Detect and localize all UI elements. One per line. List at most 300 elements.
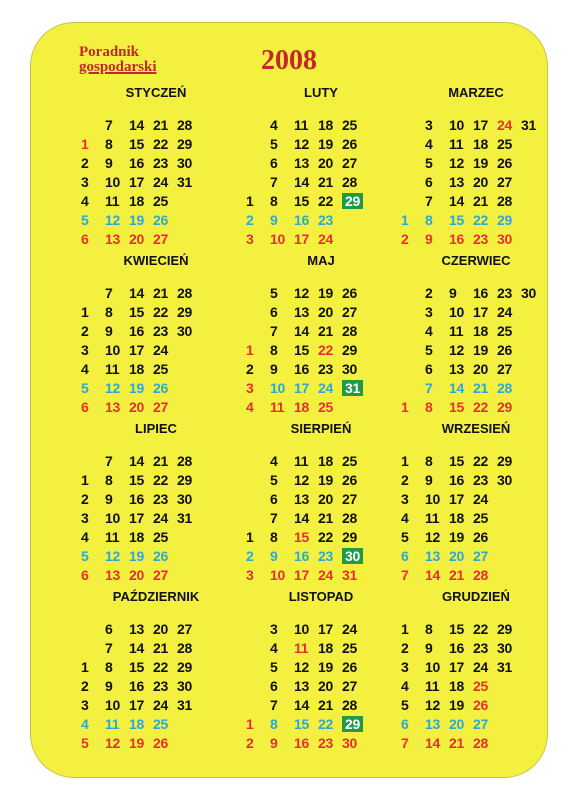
weekday-row: [401, 676, 521, 695]
day-cell: 12: [425, 528, 440, 545]
day-cell: 4: [81, 528, 89, 545]
day-cell: [401, 359, 425, 378]
day-cell: 15: [294, 528, 309, 545]
day-cell: 8: [425, 211, 433, 228]
day-cell: 21: [449, 734, 464, 751]
weekday-row: [81, 115, 201, 134]
day-cell: [497, 565, 521, 584]
day-cell: [246, 619, 270, 638]
day-cell: 1: [81, 658, 89, 675]
day-cell: 20: [129, 566, 144, 583]
day-cell: 23: [153, 322, 168, 339]
day-cell: 6: [270, 677, 278, 694]
day-cell: [81, 283, 105, 302]
day-cell: 23: [473, 471, 488, 488]
weekday-row: [246, 283, 366, 302]
year-title: 2008: [261, 45, 317, 76]
day-cell: 20: [318, 154, 333, 171]
day-cell: 21: [153, 284, 168, 301]
day-cell: 15: [449, 398, 464, 415]
day-cell: 22: [153, 135, 168, 152]
month-name: LISTOPAD: [288, 589, 354, 604]
day-cell: 27: [497, 360, 512, 377]
day-cell: 29: [342, 341, 357, 358]
day-cell: 29: [177, 303, 192, 320]
weekday-row: [246, 302, 366, 321]
day-cell: 18: [473, 322, 488, 339]
day-cell: 25: [153, 192, 168, 209]
day-cell: 4: [81, 360, 89, 377]
weekday-row: [401, 229, 545, 248]
day-cell: 30: [177, 490, 192, 507]
day-cell: 12: [105, 547, 120, 564]
weekday-row: [81, 378, 201, 397]
day-cell: 4: [270, 452, 278, 469]
weekday-row: [81, 527, 201, 546]
day-cell: [401, 302, 425, 321]
day-cell: 16: [294, 211, 309, 228]
weekday-row: [246, 508, 366, 527]
day-cell: [401, 191, 425, 210]
day-cell: 9: [425, 639, 433, 656]
day-cell: 7: [105, 639, 113, 656]
day-cell: 25: [318, 398, 333, 415]
month-listopad: [246, 589, 396, 752]
day-cell: 27: [153, 230, 168, 247]
day-cell: 22: [153, 471, 168, 488]
day-cell: [246, 321, 270, 340]
weekday-row: [81, 451, 201, 470]
day-cell: 29: [342, 528, 357, 545]
weekday-row: [401, 321, 545, 340]
day-cell: 5: [401, 528, 409, 545]
day-cell: 19: [318, 135, 333, 152]
day-cell: [246, 283, 270, 302]
day-cell: 13: [105, 566, 120, 583]
brand-logo: [79, 45, 157, 75]
day-cell: 10: [425, 658, 440, 675]
days-grid: [401, 451, 521, 584]
weekday-row: [401, 134, 545, 153]
day-cell: 18: [318, 452, 333, 469]
days-grid: [81, 451, 201, 584]
day-cell: 1: [246, 192, 254, 209]
day-cell: 3: [81, 509, 89, 526]
day-cell: [246, 657, 270, 676]
day-cell: 28: [342, 173, 357, 190]
day-cell: 17: [129, 341, 144, 358]
day-cell: 5: [81, 734, 89, 751]
day-cell: 8: [425, 452, 433, 469]
day-cell: 11: [294, 452, 309, 469]
day-cell: 22: [318, 715, 333, 732]
day-cell: 26: [153, 379, 168, 396]
brand-line2: gospodarski: [79, 59, 157, 75]
day-cell: 23: [497, 284, 512, 301]
day-cell: 13: [294, 303, 309, 320]
weekday-row: [246, 321, 366, 340]
day-cell: 17: [129, 696, 144, 713]
day-cell: 20: [129, 230, 144, 247]
weekday-row: [401, 359, 545, 378]
day-cell: 28: [342, 696, 357, 713]
day-cell: 27: [473, 715, 488, 732]
day-cell: 22: [153, 303, 168, 320]
day-cell: 25: [497, 135, 512, 152]
day-cell: 10: [449, 303, 464, 320]
day-cell: 9: [270, 734, 278, 751]
day-cell: 19: [473, 341, 488, 358]
day-cell: 31: [177, 696, 192, 713]
day-cell: 30: [521, 284, 536, 301]
day-cell: 1: [401, 398, 409, 415]
day-cell: 8: [425, 398, 433, 415]
day-cell: 15: [294, 715, 309, 732]
day-cell: 11: [270, 398, 285, 415]
day-cell: [401, 153, 425, 172]
month-name: MAJ: [307, 253, 335, 268]
day-cell: 16: [449, 471, 464, 488]
day-cell: 23: [153, 490, 168, 507]
day-cell: 13: [449, 173, 464, 190]
weekday-row: [246, 451, 366, 470]
day-cell: 24: [153, 696, 168, 713]
day-cell: 13: [425, 547, 440, 564]
day-cell: [497, 546, 521, 565]
days-grid: [81, 283, 201, 416]
day-cell: [81, 451, 105, 470]
day-cell: 20: [473, 173, 488, 190]
day-cell: 6: [401, 547, 409, 564]
day-cell: 3: [401, 490, 409, 507]
day-cell: 14: [425, 734, 440, 751]
day-cell: 3: [246, 379, 254, 396]
day-cell: 5: [425, 341, 433, 358]
day-cell: 7: [270, 322, 278, 339]
day-cell: 24: [153, 173, 168, 190]
month-sierpień: [246, 421, 396, 584]
day-cell: 17: [449, 658, 464, 675]
day-cell: 4: [270, 639, 278, 656]
day-cell: [401, 321, 425, 340]
day-cell: 19: [129, 734, 144, 751]
weekday-row: [81, 546, 201, 565]
day-cell: 26: [497, 154, 512, 171]
day-cell: 13: [294, 154, 309, 171]
day-cell: 3: [425, 116, 433, 133]
day-cell: 2: [246, 547, 254, 564]
day-cell: 2: [81, 490, 89, 507]
day-cell: [246, 172, 270, 191]
weekday-row: [246, 619, 366, 638]
day-cell: [521, 340, 545, 359]
day-cell: [497, 695, 521, 714]
day-cell: 19: [449, 528, 464, 545]
day-cell: 23: [473, 639, 488, 656]
day-cell: [521, 134, 545, 153]
day-cell: 15: [129, 303, 144, 320]
day-cell: 16: [129, 677, 144, 694]
day-cell: 25: [473, 677, 488, 694]
day-cell: 15: [449, 620, 464, 637]
day-cell: [497, 508, 521, 527]
day-cell: 22: [473, 398, 488, 415]
day-cell: [342, 229, 366, 248]
day-cell: 26: [342, 135, 357, 152]
day-cell: 14: [294, 173, 309, 190]
day-cell: 16: [129, 322, 144, 339]
weekday-row: [81, 565, 201, 584]
weekday-row: [81, 172, 201, 191]
weekday-row: [401, 378, 545, 397]
day-cell: [521, 153, 545, 172]
day-cell: 16: [473, 284, 488, 301]
day-cell: 19: [318, 471, 333, 488]
day-cell: 24: [153, 509, 168, 526]
day-cell: 30: [177, 322, 192, 339]
day-cell: 2: [81, 677, 89, 694]
day-cell: 29: [497, 452, 512, 469]
day-cell: [246, 676, 270, 695]
day-cell: 10: [105, 173, 120, 190]
weekday-row: [246, 378, 366, 397]
day-cell: 24: [473, 490, 488, 507]
day-cell: 5: [270, 658, 278, 675]
weekday-row: [246, 172, 366, 191]
weekday-row: [246, 565, 366, 584]
day-cell: 6: [270, 303, 278, 320]
day-cell: [401, 115, 425, 134]
day-cell: 3: [246, 566, 254, 583]
day-cell: 2: [81, 322, 89, 339]
day-cell: 5: [81, 379, 89, 396]
day-cell: 3: [81, 696, 89, 713]
day-cell: 11: [294, 639, 309, 656]
month-name: CZERWIEC: [441, 253, 511, 268]
day-cell: 1: [401, 452, 409, 469]
day-cell: 2: [246, 734, 254, 751]
weekday-row: [246, 134, 366, 153]
weekday-row: [401, 451, 521, 470]
day-cell: 18: [129, 192, 144, 209]
day-cell: [177, 191, 201, 210]
day-cell: 23: [153, 677, 168, 694]
day-cell: 25: [153, 360, 168, 377]
day-cell: 11: [449, 135, 464, 152]
day-cell: 8: [105, 135, 113, 152]
month-name: SIERPIEŃ: [290, 421, 352, 436]
day-cell: [246, 470, 270, 489]
day-cell: 18: [294, 398, 309, 415]
day-cell: [342, 210, 366, 229]
day-cell: 25: [473, 509, 488, 526]
day-cell: 21: [318, 322, 333, 339]
weekday-row: [401, 657, 521, 676]
day-cell: 15: [294, 192, 309, 209]
weekday-row: [81, 340, 201, 359]
weekday-row: [246, 638, 366, 657]
day-cell: 12: [449, 341, 464, 358]
weekday-row: [401, 340, 545, 359]
day-cell: [401, 340, 425, 359]
day-cell: 2: [401, 639, 409, 656]
month-czerwiec: [401, 253, 548, 416]
day-cell: [177, 340, 201, 359]
day-cell: 17: [129, 509, 144, 526]
day-cell: [497, 527, 521, 546]
day-cell: 14: [129, 452, 144, 469]
day-cell: [81, 619, 105, 638]
day-cell: 13: [105, 398, 120, 415]
day-cell: 25: [153, 715, 168, 732]
weekday-row: [81, 695, 201, 714]
day-cell: 8: [105, 471, 113, 488]
day-cell: 3: [270, 620, 278, 637]
day-cell: 9: [105, 677, 113, 694]
day-cell: 23: [318, 360, 333, 377]
day-cell: 27: [342, 677, 357, 694]
day-cell: 27: [177, 620, 192, 637]
day-cell: [521, 191, 545, 210]
highlighted-day: 29: [342, 193, 363, 209]
weekday-row: [246, 657, 366, 676]
day-cell: 9: [425, 230, 433, 247]
day-cell: 13: [129, 620, 144, 637]
highlighted-day: 31: [342, 380, 363, 396]
days-grid: [246, 451, 366, 584]
month-grudzień: [401, 589, 548, 752]
day-cell: 30: [342, 360, 357, 377]
day-cell: 7: [425, 192, 433, 209]
day-cell: 19: [449, 696, 464, 713]
day-cell: 23: [473, 230, 488, 247]
day-cell: [246, 153, 270, 172]
month-name: LIPIEC: [135, 421, 177, 436]
day-cell: 13: [449, 360, 464, 377]
day-cell: 31: [177, 173, 192, 190]
weekday-row: [246, 359, 366, 378]
day-cell: 9: [270, 547, 278, 564]
weekday-row: [246, 470, 366, 489]
day-cell: 6: [425, 173, 433, 190]
highlighted-day: 30: [342, 548, 363, 564]
days-grid: [401, 619, 521, 752]
day-cell: 18: [129, 715, 144, 732]
day-cell: 11: [425, 677, 440, 694]
day-cell: 26: [153, 547, 168, 564]
day-cell: 7: [270, 173, 278, 190]
day-cell: [177, 527, 201, 546]
day-cell: 2: [401, 471, 409, 488]
month-name: LUTY: [304, 85, 338, 100]
weekday-row: [246, 733, 366, 752]
month-maj: [246, 253, 396, 416]
day-cell: 6: [105, 620, 113, 637]
day-cell: 22: [473, 211, 488, 228]
day-cell: 26: [342, 284, 357, 301]
month-styczeń: [81, 85, 231, 248]
day-cell: 13: [105, 230, 120, 247]
day-cell: [342, 378, 366, 397]
day-cell: 31: [177, 509, 192, 526]
day-cell: 21: [153, 116, 168, 133]
weekday-row: [246, 546, 366, 565]
day-cell: 15: [294, 341, 309, 358]
weekday-row: [81, 657, 201, 676]
days-grid: [246, 283, 366, 416]
day-cell: 5: [81, 547, 89, 564]
day-cell: 20: [318, 677, 333, 694]
weekday-row: [401, 470, 521, 489]
day-cell: 5: [81, 211, 89, 228]
weekday-row: [246, 714, 366, 733]
day-cell: [521, 210, 545, 229]
day-cell: 11: [105, 360, 120, 377]
weekday-row: [81, 153, 201, 172]
day-cell: 20: [449, 715, 464, 732]
day-cell: 2: [425, 284, 433, 301]
weekday-row: [246, 676, 366, 695]
month-name: PAŹDZIERNIK: [112, 589, 200, 604]
calendar-card: [30, 22, 548, 778]
day-cell: 21: [473, 192, 488, 209]
days-grid: [81, 115, 201, 248]
day-cell: 22: [318, 192, 333, 209]
day-cell: 23: [153, 154, 168, 171]
day-cell: [521, 321, 545, 340]
weekday-row: [401, 619, 521, 638]
month-name: KWIECIEŃ: [123, 253, 189, 268]
day-cell: 11: [294, 116, 309, 133]
day-cell: 29: [177, 471, 192, 488]
day-cell: 4: [425, 135, 433, 152]
day-cell: 5: [270, 471, 278, 488]
day-cell: 25: [342, 452, 357, 469]
day-cell: 30: [342, 734, 357, 751]
day-cell: 16: [449, 639, 464, 656]
weekday-row: [81, 302, 201, 321]
day-cell: 9: [105, 322, 113, 339]
day-cell: 19: [129, 379, 144, 396]
day-cell: 26: [153, 211, 168, 228]
weekday-row: [401, 714, 521, 733]
day-cell: 24: [497, 303, 512, 320]
day-cell: [521, 378, 545, 397]
day-cell: 21: [473, 379, 488, 396]
day-cell: 16: [129, 154, 144, 171]
day-cell: 28: [497, 192, 512, 209]
month-name: STYCZEŃ: [125, 85, 187, 100]
day-cell: 9: [105, 154, 113, 171]
day-cell: 8: [270, 192, 278, 209]
day-cell: 24: [318, 230, 333, 247]
day-cell: 7: [270, 509, 278, 526]
day-cell: 6: [270, 154, 278, 171]
day-cell: 25: [342, 116, 357, 133]
day-cell: 1: [81, 471, 89, 488]
day-cell: 18: [449, 509, 464, 526]
day-cell: 4: [246, 398, 254, 415]
day-cell: 29: [177, 658, 192, 675]
day-cell: 21: [153, 639, 168, 656]
day-cell: 15: [129, 658, 144, 675]
day-cell: [246, 489, 270, 508]
day-cell: 14: [449, 379, 464, 396]
day-cell: 27: [342, 490, 357, 507]
day-cell: [81, 115, 105, 134]
day-cell: 29: [497, 398, 512, 415]
weekday-row: [246, 115, 366, 134]
